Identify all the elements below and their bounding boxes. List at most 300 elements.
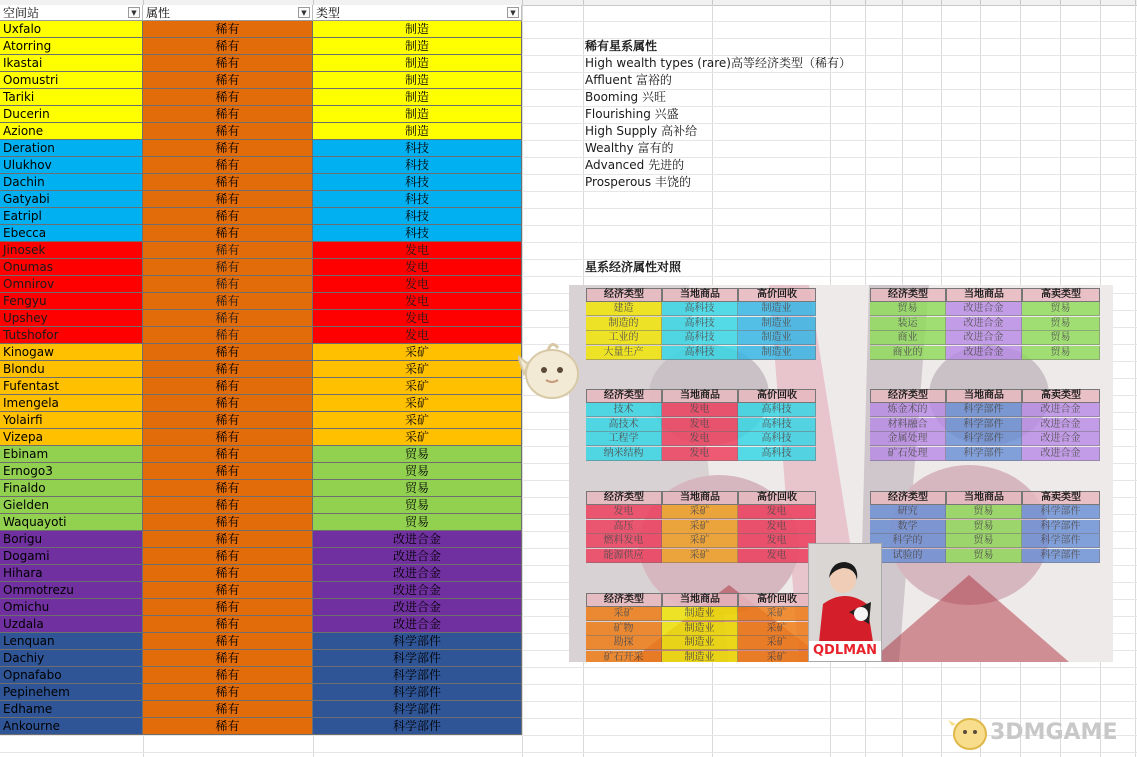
- economy-table-cell: 采矿: [738, 636, 816, 650]
- economy-table-cell: 制造业: [738, 346, 816, 360]
- economy-table-cell: 制造业: [738, 302, 816, 316]
- economy-table-cell: 改进合金: [946, 302, 1022, 316]
- economy-table-cell: 试验的: [870, 549, 946, 563]
- economy-table-cell: 高科技: [738, 447, 816, 461]
- station-name-cell[interactable]: Tutshofor: [0, 327, 143, 344]
- attribute-cell[interactable]: 稀有: [143, 633, 313, 650]
- station-name-cell[interactable]: Ommotrezu: [0, 582, 143, 599]
- type-cell[interactable]: 改进合金: [313, 531, 522, 548]
- economy-table-cell: 高科技: [738, 432, 816, 446]
- economy-table-cell: 采矿: [662, 549, 738, 563]
- economy-table-cell: 改进合金: [1022, 403, 1100, 417]
- type-cell[interactable]: 改进合金: [313, 599, 522, 616]
- type-cell[interactable]: 贸易: [313, 497, 522, 514]
- station-name-cell[interactable]: Kinogaw: [0, 344, 143, 361]
- station-name-cell[interactable]: Ebecca: [0, 225, 143, 242]
- type-cell[interactable]: 采矿: [313, 378, 522, 395]
- attribute-cell[interactable]: 稀有: [143, 242, 313, 259]
- station-name-cell[interactable]: Blondu: [0, 361, 143, 378]
- station-name-cell[interactable]: Omichu: [0, 599, 143, 616]
- station-name-cell[interactable]: Deration: [0, 140, 143, 157]
- station-name-cell[interactable]: Ikastai: [0, 55, 143, 72]
- attribute-cell[interactable]: 稀有: [143, 55, 313, 72]
- table-row: [0, 259, 522, 276]
- attribute-cell[interactable]: 稀有: [143, 429, 313, 446]
- economy-table-header: 高价回收: [738, 389, 816, 403]
- compare-title[interactable]: 星系经济属性对照: [585, 260, 682, 274]
- attribute-cell[interactable]: 稀有: [143, 157, 313, 174]
- economy-table-header: 当地商品: [946, 288, 1022, 302]
- economy-table-cell: 科学部件: [1022, 549, 1100, 563]
- type-cell[interactable]: 制造: [313, 55, 522, 72]
- table-row: [0, 106, 522, 123]
- table-row: [0, 548, 522, 565]
- economy-table-cell: 制造业: [738, 331, 816, 345]
- economy-table-cell: 商业的: [870, 346, 946, 360]
- attribute-cell[interactable]: 稀有: [143, 667, 313, 684]
- economy-table-cell: 科学部件: [1022, 534, 1100, 548]
- attribute-cell[interactable]: 稀有: [143, 548, 313, 565]
- economy-table-cell: 发电: [586, 505, 662, 519]
- gridline-vertical: [1135, 5, 1136, 757]
- economy-table-cell: 高科技: [662, 331, 738, 345]
- station-name-cell[interactable]: Gielden: [0, 497, 143, 514]
- attribute-cell[interactable]: 稀有: [143, 106, 313, 123]
- attribute-cell[interactable]: 稀有: [143, 616, 313, 633]
- table-row: [0, 327, 522, 344]
- attribute-cell[interactable]: 稀有: [143, 378, 313, 395]
- table-row: [0, 276, 522, 293]
- type-cell[interactable]: 贸易: [313, 463, 522, 480]
- table-row: [0, 684, 522, 701]
- economy-table-header: 高价回收: [738, 593, 816, 607]
- station-name-cell[interactable]: Vizepa: [0, 429, 143, 446]
- economy-table-cell: 贸易: [946, 549, 1022, 563]
- attribute-cell[interactable]: 稀有: [143, 310, 313, 327]
- economy-table-cell: 科学部件: [946, 403, 1022, 417]
- attribute-cell[interactable]: 稀有: [143, 412, 313, 429]
- station-name-cell[interactable]: Opnafabo: [0, 667, 143, 684]
- station-name-cell[interactable]: Hihara: [0, 565, 143, 582]
- table-row: [0, 429, 522, 446]
- economy-table-cell: 贸易: [1022, 302, 1100, 316]
- type-cell[interactable]: 制造: [313, 21, 522, 38]
- attribute-cell[interactable]: 稀有: [143, 582, 313, 599]
- attribute-cell[interactable]: 稀有: [143, 225, 313, 242]
- rare-attributes-title[interactable]: 稀有星系属性: [585, 39, 658, 53]
- type-cell[interactable]: 科学部件: [313, 718, 522, 735]
- gridline-horizontal: [0, 752, 1137, 753]
- attribute-cell[interactable]: 稀有: [143, 123, 313, 140]
- economy-table-cell: 改进合金: [946, 346, 1022, 360]
- attribute-cell[interactable]: 稀有: [143, 446, 313, 463]
- station-name-cell[interactable]: Lenquan: [0, 633, 143, 650]
- economy-table-cell: 工业的: [586, 331, 662, 345]
- station-name-cell[interactable]: Fengyu: [0, 293, 143, 310]
- economy-table-cell: 采矿: [662, 520, 738, 534]
- attribute-cell[interactable]: 稀有: [143, 208, 313, 225]
- economy-table-cell: 高压: [586, 520, 662, 534]
- economy-table-cell: 制造业: [738, 317, 816, 331]
- table-row: [0, 650, 522, 667]
- economy-table-cell: 金属处理: [870, 432, 946, 446]
- economy-table-cell: 科学的: [870, 534, 946, 548]
- table-row: [0, 38, 522, 55]
- attribute-cell[interactable]: 稀有: [143, 565, 313, 582]
- type-cell[interactable]: 发电: [313, 259, 522, 276]
- type-cell[interactable]: 采矿: [313, 344, 522, 361]
- economy-table-header: 经济类型: [870, 389, 946, 403]
- type-cell[interactable]: 发电: [313, 310, 522, 327]
- station-name-cell[interactable]: Yolairfi: [0, 412, 143, 429]
- economy-table-cell: 贸易: [1022, 331, 1100, 345]
- economy-table-cell: 工程学: [586, 432, 662, 446]
- station-name-cell[interactable]: Edhame: [0, 701, 143, 718]
- station-name-cell[interactable]: Onumas: [0, 259, 143, 276]
- economy-table-cell: 发电: [662, 432, 738, 446]
- economy-table-cell: 建造: [586, 302, 662, 316]
- header-type[interactable]: [313, 5, 522, 21]
- economy-table-cell: 改进合金: [1022, 432, 1100, 446]
- table-row: [0, 123, 522, 140]
- type-cell[interactable]: 制造: [313, 72, 522, 89]
- economy-table-cell: 改进合金: [1022, 447, 1100, 461]
- economy-table-cell: 高技术: [586, 418, 662, 432]
- table-row: [0, 412, 522, 429]
- attribute-cell[interactable]: 稀有: [143, 344, 313, 361]
- economy-table-header: 高卖类型: [1022, 389, 1100, 403]
- economy-table-cell: 发电: [662, 403, 738, 417]
- economy-table-cell: 炼金术的: [870, 403, 946, 417]
- attribute-cell[interactable]: 稀有: [143, 21, 313, 38]
- economy-table-cell: 采矿: [738, 651, 816, 663]
- economy-table-cell: 装运: [870, 317, 946, 331]
- station-name-cell[interactable]: Gatyabi: [0, 191, 143, 208]
- site-watermark: [948, 712, 1137, 752]
- station-name-cell[interactable]: Borigu: [0, 531, 143, 548]
- table-row: [0, 378, 522, 395]
- attribute-cell[interactable]: 稀有: [143, 531, 313, 548]
- station-name-cell[interactable]: Dachiy: [0, 650, 143, 667]
- type-cell[interactable]: 改进合金: [313, 565, 522, 582]
- type-cell[interactable]: 制造: [313, 123, 522, 140]
- economy-table-cell: 燃料发电: [586, 534, 662, 548]
- economy-table-cell: 研究: [870, 505, 946, 519]
- station-name-cell[interactable]: Uxfalo: [0, 21, 143, 38]
- economy-table-cell: 改进合金: [946, 317, 1022, 331]
- table-row: [0, 344, 522, 361]
- table-row: [0, 446, 522, 463]
- economy-table-cell: 高科技: [662, 346, 738, 360]
- table-row: [0, 599, 522, 616]
- economy-table-header: 高价回收: [738, 491, 816, 505]
- station-name-cell[interactable]: Eatripl: [0, 208, 143, 225]
- economy-table-cell: 科学部件: [946, 447, 1022, 461]
- type-cell[interactable]: 改进合金: [313, 582, 522, 599]
- table-row: [0, 497, 522, 514]
- header-attribute[interactable]: [143, 5, 313, 21]
- type-cell[interactable]: 采矿: [313, 395, 522, 412]
- attribute-cell[interactable]: 稀有: [143, 140, 313, 157]
- attribute-cell[interactable]: 稀有: [143, 599, 313, 616]
- economy-table-cell: 采矿: [738, 622, 816, 636]
- economy-table-cell: 制造业: [662, 622, 738, 636]
- economy-table-cell: 科学部件: [946, 418, 1022, 432]
- economy-table-cell: 矿石开采: [586, 651, 662, 663]
- type-cell[interactable]: 采矿: [313, 429, 522, 446]
- station-name-cell[interactable]: Atorring: [0, 38, 143, 55]
- rare-attributes-notes: [585, 38, 851, 191]
- economy-table-cell: 改进合金: [1022, 418, 1100, 432]
- table-row: [0, 72, 522, 89]
- economy-table-cell: 制造业: [662, 651, 738, 663]
- rare-attribute-item[interactable]: Prosperous 丰饶的: [585, 175, 691, 189]
- economy-table-cell: 改进合金: [946, 331, 1022, 345]
- header-station-label: 空间站: [3, 6, 40, 20]
- station-name-cell[interactable]: Waquayoti: [0, 514, 143, 531]
- type-cell[interactable]: 科技: [313, 174, 522, 191]
- economy-table-cell: 商业: [870, 331, 946, 345]
- economy-table-cell: 大量生产: [586, 346, 662, 360]
- station-name-cell[interactable]: Dogami: [0, 548, 143, 565]
- rare-attribute-item[interactable]: Wealthy 富有的: [585, 141, 674, 155]
- station-name-cell[interactable]: Ducerin: [0, 106, 143, 123]
- type-cell[interactable]: 科技: [313, 191, 522, 208]
- attribute-cell[interactable]: 稀有: [143, 174, 313, 191]
- rare-attribute-item[interactable]: Advanced 先进的: [585, 158, 685, 172]
- economy-table-header: 高卖类型: [1022, 288, 1100, 302]
- table-row: [0, 667, 522, 684]
- table-row: [0, 157, 522, 174]
- economy-table-cell: 科学部件: [1022, 505, 1100, 519]
- station-name-cell[interactable]: Ernogo3: [0, 463, 143, 480]
- economy-table-cell: 矿物: [586, 622, 662, 636]
- table-row: [0, 225, 522, 242]
- filter-dropdown-icon[interactable]: ▼: [507, 7, 519, 18]
- attribute-cell[interactable]: 稀有: [143, 38, 313, 55]
- economy-table-cell: 高科技: [738, 418, 816, 432]
- economy-table-cell: 采矿: [586, 607, 662, 621]
- attribute-cell[interactable]: 稀有: [143, 650, 313, 667]
- attribute-cell[interactable]: 稀有: [143, 276, 313, 293]
- type-cell[interactable]: 制造: [313, 38, 522, 55]
- type-cell[interactable]: 科学部件: [313, 650, 522, 667]
- type-cell[interactable]: 科学部件: [313, 633, 522, 650]
- attribute-cell[interactable]: 稀有: [143, 463, 313, 480]
- rare-attribute-item[interactable]: High Supply 高补给: [585, 124, 698, 138]
- attribute-cell[interactable]: 稀有: [143, 480, 313, 497]
- economy-table-header: 经济类型: [870, 288, 946, 302]
- attribute-cell[interactable]: 稀有: [143, 293, 313, 310]
- type-cell[interactable]: 贸易: [313, 446, 522, 463]
- economy-table-cell: 发电: [662, 418, 738, 432]
- table-row: [0, 616, 522, 633]
- economy-table-cell: 贸易: [1022, 317, 1100, 331]
- table-row: [0, 701, 522, 718]
- economy-table-cell: 技术: [586, 403, 662, 417]
- attribute-cell[interactable]: 稀有: [143, 684, 313, 701]
- type-cell[interactable]: 采矿: [313, 361, 522, 378]
- author-photo: [808, 543, 882, 662]
- station-name-cell[interactable]: Dachin: [0, 174, 143, 191]
- economy-table-cell: 发电: [662, 447, 738, 461]
- station-name-cell[interactable]: Ankourne: [0, 718, 143, 735]
- economy-table-cell: 高科技: [662, 302, 738, 316]
- economy-table-cell: 数学: [870, 520, 946, 534]
- table-row: [0, 718, 522, 735]
- table-row: [0, 395, 522, 412]
- header-attribute-label: 属性: [146, 6, 171, 20]
- economy-table-cell: 高科技: [662, 317, 738, 331]
- table-row: [0, 582, 522, 599]
- attribute-cell[interactable]: 稀有: [143, 701, 313, 718]
- table-row: [0, 310, 522, 327]
- header-type-label: 类型: [316, 6, 341, 20]
- economy-table-header: 经济类型: [586, 389, 662, 403]
- economy-table-cell: 贸易: [1022, 346, 1100, 360]
- watermark-text: 3DMGAME: [990, 720, 1118, 745]
- portrait-image: [809, 544, 881, 642]
- filter-active-icon[interactable]: ▼: [298, 7, 310, 18]
- type-cell[interactable]: 贸易: [313, 514, 522, 531]
- economy-table-header: 经济类型: [870, 491, 946, 505]
- type-cell[interactable]: 科技: [313, 208, 522, 225]
- type-cell[interactable]: 改进合金: [313, 548, 522, 565]
- economy-table-header: 当地商品: [946, 389, 1022, 403]
- attribute-cell[interactable]: 稀有: [143, 361, 313, 378]
- attribute-cell[interactable]: 稀有: [143, 514, 313, 531]
- economy-table-header: 经济类型: [586, 288, 662, 302]
- attribute-cell[interactable]: 稀有: [143, 395, 313, 412]
- economy-table-cell: 高科技: [738, 403, 816, 417]
- attribute-cell[interactable]: 稀有: [143, 259, 313, 276]
- rare-attribute-item[interactable]: Affluent 富裕的: [585, 73, 672, 87]
- table-row: [0, 242, 522, 259]
- economy-table-cell: 制造的: [586, 317, 662, 331]
- economy-table-header: 当地商品: [662, 288, 738, 302]
- rare-attribute-item[interactable]: Flourishing 兴盛: [585, 107, 679, 121]
- table-row: [0, 361, 522, 378]
- type-cell[interactable]: 采矿: [313, 412, 522, 429]
- station-name-cell[interactable]: Jinosek: [0, 242, 143, 259]
- table-row: [0, 480, 522, 497]
- economy-table-header: 当地商品: [662, 593, 738, 607]
- type-cell[interactable]: 改进合金: [313, 616, 522, 633]
- type-cell[interactable]: 制造: [313, 106, 522, 123]
- photo-caption: QDLMAN: [809, 641, 881, 661]
- economy-table-cell: 发电: [738, 534, 816, 548]
- economy-table-cell: 贸易: [946, 534, 1022, 548]
- filter-dropdown-icon[interactable]: ▼: [128, 7, 140, 18]
- type-cell[interactable]: 科技: [313, 225, 522, 242]
- table-row: [0, 463, 522, 480]
- mascot-icon: [518, 334, 580, 404]
- attribute-cell[interactable]: 稀有: [143, 72, 313, 89]
- rare-attribute-item[interactable]: High wealth types (rare)高等经济类型（稀有）: [585, 56, 851, 70]
- rare-attribute-item[interactable]: Booming 兴旺: [585, 90, 666, 104]
- station-name-cell[interactable]: Ebinam: [0, 446, 143, 463]
- station-name-cell[interactable]: Finaldo: [0, 480, 143, 497]
- economy-table-cell: 采矿: [738, 607, 816, 621]
- economy-table-cell: 贸易: [946, 505, 1022, 519]
- economy-table-header: 当地商品: [662, 389, 738, 403]
- economy-table-header: 当地商品: [662, 491, 738, 505]
- station-name-cell[interactable]: Ulukhov: [0, 157, 143, 174]
- economy-table-cell: 贸易: [870, 302, 946, 316]
- attribute-cell[interactable]: 稀有: [143, 327, 313, 344]
- economy-table-cell: 能源供应: [586, 549, 662, 563]
- type-cell[interactable]: 科学部件: [313, 701, 522, 718]
- station-name-cell[interactable]: Pepinehem: [0, 684, 143, 701]
- type-cell[interactable]: 科学部件: [313, 684, 522, 701]
- type-cell[interactable]: 制造: [313, 89, 522, 106]
- station-name-cell[interactable]: Uzdala: [0, 616, 143, 633]
- economy-table-cell: 科学部件: [946, 432, 1022, 446]
- station-name-cell[interactable]: Omnirov: [0, 276, 143, 293]
- station-name-cell[interactable]: Oomustri: [0, 72, 143, 89]
- economy-table-cell: 采矿: [662, 534, 738, 548]
- type-cell[interactable]: 发电: [313, 242, 522, 259]
- type-cell[interactable]: 贸易: [313, 480, 522, 497]
- economy-table-cell: 制造业: [662, 636, 738, 650]
- type-cell[interactable]: 发电: [313, 293, 522, 310]
- table-row: [0, 191, 522, 208]
- economy-table-cell: 制造业: [662, 607, 738, 621]
- economy-table-header: 当地商品: [946, 491, 1022, 505]
- economy-table-cell: 纳米结构: [586, 447, 662, 461]
- economy-table-cell: 矿石处理: [870, 447, 946, 461]
- type-cell[interactable]: 发电: [313, 327, 522, 344]
- table-row: [0, 633, 522, 650]
- header-station[interactable]: [0, 5, 143, 21]
- station-name-cell[interactable]: Upshey: [0, 310, 143, 327]
- table-row: [0, 174, 522, 191]
- type-cell[interactable]: 科学部件: [313, 667, 522, 684]
- table-row: [0, 293, 522, 310]
- station-name-cell[interactable]: Fufentast: [0, 378, 143, 395]
- table-row: [0, 208, 522, 225]
- station-name-cell[interactable]: Tariki: [0, 89, 143, 106]
- table-row: [0, 140, 522, 157]
- table-row: [0, 55, 522, 72]
- attribute-cell[interactable]: 稀有: [143, 191, 313, 208]
- economy-table-cell: 发电: [738, 520, 816, 534]
- economy-table-header: 经济类型: [586, 593, 662, 607]
- station-name-cell[interactable]: Imengela: [0, 395, 143, 412]
- table-row: [0, 565, 522, 582]
- attribute-cell[interactable]: 稀有: [143, 89, 313, 106]
- attribute-cell[interactable]: 稀有: [143, 718, 313, 735]
- table-row: [0, 514, 522, 531]
- attribute-cell[interactable]: 稀有: [143, 497, 313, 514]
- economy-table-cell: 贸易: [946, 520, 1022, 534]
- economy-table-header: 高卖类型: [1022, 491, 1100, 505]
- economy-table-cell: 材料融合: [870, 418, 946, 432]
- economy-table-cell: 发电: [738, 505, 816, 519]
- type-cell[interactable]: 科技: [313, 140, 522, 157]
- economy-table-cell: 勘探: [586, 636, 662, 650]
- economy-table-cell: 科学部件: [1022, 520, 1100, 534]
- economy-table-header: 经济类型: [586, 491, 662, 505]
- economy-table-cell: 发电: [738, 549, 816, 563]
- station-name-cell[interactable]: Azione: [0, 123, 143, 140]
- type-cell[interactable]: 发电: [313, 276, 522, 293]
- economy-table-cell: 采矿: [662, 505, 738, 519]
- economy-table-header: 高价回收: [738, 288, 816, 302]
- table-row: [0, 89, 522, 106]
- type-cell[interactable]: 科技: [313, 157, 522, 174]
- table-row: [0, 21, 522, 38]
